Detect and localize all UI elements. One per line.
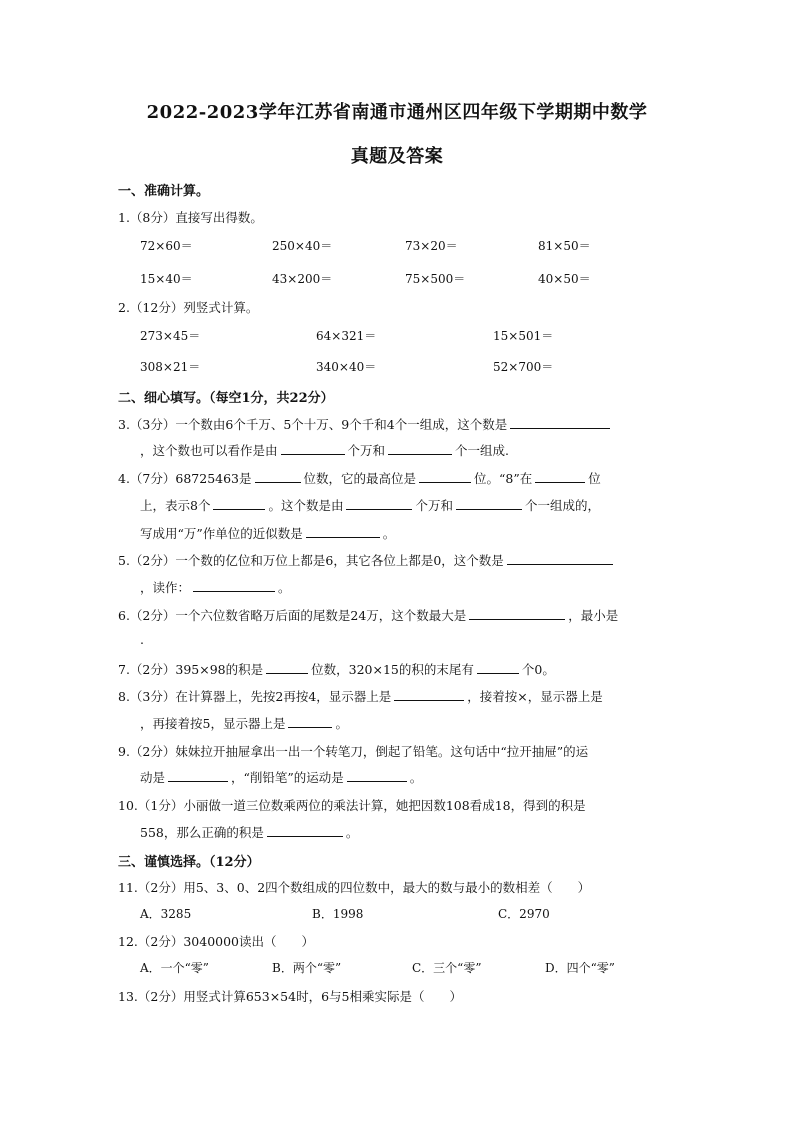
q4-blank-7[interactable] [306, 525, 380, 538]
q9-text-b3: 。 [409, 770, 423, 785]
q10-text-b2: 。 [345, 825, 359, 840]
q3-text-b2: 个万和 [347, 443, 386, 458]
q2-r1-c1: 273×45＝ [140, 329, 201, 343]
q5-text-a: 5.（2分）一个数的亿位和万位上都是6，其它各位上都是0，这个数是 [118, 553, 504, 568]
q5-line1 [118, 551, 616, 569]
q1-r1-c2: 250×40＝ [272, 239, 333, 253]
q9-line2 [140, 768, 422, 786]
q12-stem: 12.（2分）3040000读出（ ） [118, 934, 315, 949]
q4-text-a4: 位 [588, 471, 601, 486]
q4-blank-6[interactable] [456, 497, 522, 510]
q11-option-c[interactable]: C．2970 [498, 907, 550, 921]
q3-blank-2[interactable] [281, 442, 345, 455]
q11-option-a[interactable]: A．3285 [140, 907, 192, 921]
q1-r1-c1: 72×60＝ [140, 239, 193, 253]
q9-line1: 9.（2分）妹妹拉开抽屉拿出一出一个转笔刀，倒起了铅笔。这句话中“拉开抽屉”的运 [118, 744, 589, 759]
q8-line1 [118, 687, 603, 705]
q1-r2-c2: 43×200＝ [272, 272, 333, 286]
q7-text-a3: 个0。 [521, 662, 555, 677]
q7-blank-2[interactable] [477, 661, 519, 674]
q7-line1 [118, 660, 555, 678]
q4-blank-4[interactable] [213, 497, 265, 510]
q10-line2 [140, 823, 358, 841]
q9-blank-2[interactable] [347, 769, 407, 782]
q4-line3 [140, 524, 395, 542]
q4-blank-3[interactable] [535, 470, 585, 483]
q7-text-a2: 位数，320×15的积的末尾有 [311, 662, 474, 677]
q4-text-b3: 个万和 [415, 498, 453, 513]
section2-heading: 二、细心填写。（每空1分，共22分） [118, 391, 334, 406]
q6-text-a1: 6.（2分）一个六位数省略万后面的尾数是24万，这个数最大是 [118, 608, 467, 623]
document-title-line2: 真题及答案 [350, 146, 444, 167]
q4-line2 [140, 496, 600, 514]
q1-stem: 1.（8分）直接写出得数。 [118, 210, 263, 225]
q2-stem: 2.（12分）列竖式计算。 [118, 300, 259, 315]
q10-line1: 10.（1分）小丽做一道三位数乘两位的乘法计算，她把因数108看成18，得到的积是 [118, 798, 586, 813]
q6-blank-1[interactable] [469, 607, 565, 620]
q4-text-b4: 个一组成的， [524, 498, 600, 513]
q4-text-b2: 。这个数是由 [268, 498, 344, 513]
q4-blank-2[interactable] [419, 470, 471, 483]
q12-option-c[interactable]: C．三个“零” [412, 961, 482, 975]
q8-text-a2: ，接着按×，显示器上是 [467, 689, 603, 704]
q4-text-c1: 写成用“万”作单位的近似数是 [140, 526, 303, 541]
q7-text-a1: 7.（2分）395×98的积是 [118, 662, 264, 677]
q1-r2-c1: 15×40＝ [140, 272, 193, 286]
q5-blank-1[interactable] [507, 552, 613, 565]
q5-text-b2: 。 [278, 580, 291, 595]
q4-text-a2: 位数，它的最高位是 [303, 471, 417, 486]
q4-blank-1[interactable] [255, 470, 301, 483]
q8-line2 [140, 714, 348, 732]
q8-text-b1: ，再接着按5，显示器上是 [140, 716, 286, 731]
q8-text-a1: 8.（3分）在计算器上，先按2再按4，显示器上是 [118, 689, 392, 704]
q1-r1-c3: 73×20＝ [405, 239, 458, 253]
q3-blank-1[interactable] [510, 416, 610, 429]
q12-option-d[interactable]: D．四个“零” [545, 961, 615, 975]
q1-r2-c3: 75×500＝ [405, 272, 466, 286]
q10-text-b1: 558，那么正确的积是 [140, 825, 264, 840]
q9-text-b1: 动是 [140, 770, 166, 785]
q9-text-b2: ，“削铅笔”的运动是 [231, 770, 344, 785]
q13-stem: 13.（2分）用竖式计算653×54时，6与5相乘实际是（ ） [118, 989, 462, 1004]
q3-blank-3[interactable] [388, 442, 452, 455]
q10-blank-1[interactable] [267, 824, 343, 837]
q12-option-b[interactable]: B．两个“零” [272, 961, 342, 975]
q1-r1-c4: 81×50＝ [538, 239, 591, 253]
q2-r1-c2: 64×321＝ [316, 329, 377, 343]
section3-heading: 三、谨慎选择。（12分） [118, 855, 260, 870]
q6-line1 [118, 606, 618, 624]
q9-blank-1[interactable] [168, 769, 228, 782]
q4-text-a1: 4.（7分）68725463是 [118, 471, 252, 486]
q2-r2-c3: 52×700＝ [493, 360, 554, 374]
q3-line2 [140, 441, 509, 459]
q4-text-c2: 。 [382, 526, 396, 541]
document-title-line1: 2022-2023学年江苏省南通市通州区四年级下学期期中数学 [146, 102, 648, 123]
q2-r2-c1: 308×21＝ [140, 360, 201, 374]
q4-blank-5[interactable] [346, 497, 412, 510]
q11-stem: 11.（2分）用5、3、0、2四个数组成的四位数中，最大的数与最小的数相差（ ） [118, 880, 591, 895]
q8-blank-1[interactable] [394, 688, 464, 701]
q11-option-b[interactable]: B．1998 [312, 907, 364, 921]
q8-text-b2: 。 [335, 716, 348, 731]
q5-blank-2[interactable] [193, 579, 275, 592]
q6-line2: . [140, 632, 144, 647]
q3-text-a: 3.（3分）一个数由6个千万、5个十万、9个千和4个一组成，这个数是 [118, 417, 508, 432]
q5-text-b1: ，读作： [140, 580, 191, 595]
q6-text-a2: ，最小是 [568, 608, 619, 623]
q4-text-a3: 位。“8”在 [474, 471, 533, 486]
q4-line1 [118, 469, 601, 487]
q12-option-a[interactable]: A．一个“零” [140, 961, 209, 975]
q5-line2 [140, 578, 291, 596]
q7-blank-1[interactable] [266, 661, 308, 674]
q3-text-b3: 个一组成. [455, 443, 510, 458]
q3-text-b1: ，这个数也可以看作是由 [140, 443, 278, 458]
q1-r2-c4: 40×50＝ [538, 272, 591, 286]
q3-line1 [118, 415, 613, 433]
q2-r1-c3: 15×501＝ [493, 329, 554, 343]
q8-blank-2[interactable] [288, 715, 332, 728]
section1-heading: 一、准确计算。 [118, 184, 210, 199]
q4-text-b1: 上，表示8个 [140, 498, 211, 513]
q2-r2-c2: 340×40＝ [316, 360, 377, 374]
